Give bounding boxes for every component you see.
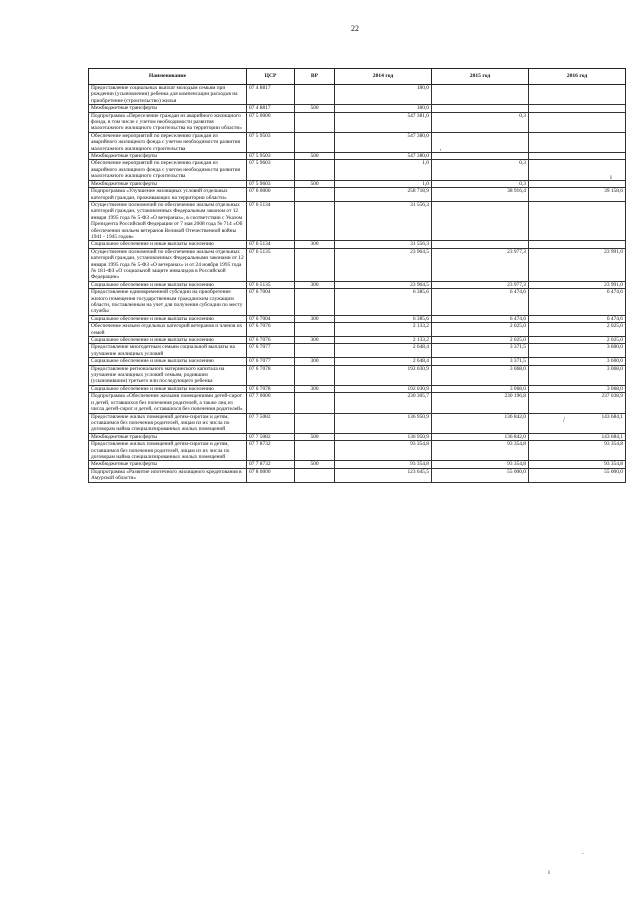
cell-vr: 300 <box>295 241 335 248</box>
cell-name: Предоставление социальных выплат молодым семьям при рождении (усыновлении) ребенка для компенсации расходов на приобретение (строительство) жилья <box>89 85 247 105</box>
cell-2016: 23 991,0 <box>529 281 626 288</box>
cell-2014: 1,0 <box>335 160 432 180</box>
cell-2014: 136 950,9 <box>335 433 432 440</box>
cell-vr <box>295 413 335 433</box>
cell-2016 <box>529 201 626 240</box>
table-row <box>89 315 626 322</box>
cell-name: Межбюджетные трансферты <box>89 461 247 468</box>
table-row <box>89 441 626 461</box>
page-number: 22 <box>351 24 359 33</box>
cell-2014: 1,0 <box>335 180 432 187</box>
cell-name: Предоставление многодетным семьям социальной выплаты на улучшение жилищных условий <box>89 344 247 358</box>
cell-2016 <box>529 112 626 132</box>
cell-vr <box>295 365 335 385</box>
table-row <box>89 468 626 482</box>
cell-name: Осуществление полномочий по обеспечению жильем отдельных категорий граждан, установленных Федеральным законом от 12 января 1995 года № 5-ФЗ «О ветеранах», в соответствии с Указом Президента Российской Федерации от 7 мая 2008 года № 714 «Об обеспечении жильем ветеранов Великой Отечественной войны 1941 - 1945 годов» <box>89 201 247 240</box>
cell-2015: 3 068,0 <box>432 385 529 392</box>
cell-csr: 07 6 5134 <box>247 241 295 248</box>
cell-2014: 136 950,9 <box>335 413 432 433</box>
cell-name: Социальное обеспечение и иные выплаты населению <box>89 281 247 288</box>
table-row <box>89 393 626 413</box>
header-vr: ВР <box>295 69 335 85</box>
cell-csr: 07 6 5135 <box>247 248 295 281</box>
cell-2016 <box>529 241 626 248</box>
cell-2016: 55 000,0 <box>529 468 626 482</box>
cell-2014: 192 030,9 <box>335 385 432 392</box>
table-row <box>89 461 626 468</box>
table-row <box>89 105 626 112</box>
table-row <box>89 112 626 132</box>
cell-2014: 547 380,0 <box>335 153 432 160</box>
cell-2014: 31 556,3 <box>335 201 432 240</box>
cell-2016: 3 600,0 <box>529 358 626 365</box>
cell-2015 <box>432 85 529 105</box>
cell-name: Межбюджетные трансферты <box>89 433 247 440</box>
cell-2014: 93 354,8 <box>335 441 432 461</box>
cell-csr: 07 5 9503 <box>247 153 295 160</box>
cell-vr: 300 <box>295 358 335 365</box>
table-row <box>89 289 626 316</box>
table-row <box>89 180 626 187</box>
cell-csr: 07 5 0000 <box>247 112 295 132</box>
cell-2016 <box>529 153 626 160</box>
cell-2015: 0,3 <box>432 112 529 132</box>
cell-vr <box>295 393 335 413</box>
cell-csr: 07 4 8817 <box>247 105 295 112</box>
header-2016: 2016 год <box>529 69 626 85</box>
cell-2016: 39 158,6 <box>529 188 626 202</box>
cell-name: Обеспечение мероприятий по переселению граждан из аварийного жилищного фонда с учетом необходимости развития малоэтажного жилищного строительства <box>89 132 247 152</box>
table-row <box>89 365 626 385</box>
cell-vr <box>295 248 335 281</box>
table-row <box>89 344 626 358</box>
cell-2014: 123 645,5 <box>335 468 432 482</box>
cell-vr <box>295 188 335 202</box>
cell-2014: 547 381,0 <box>335 112 432 132</box>
cell-2015 <box>432 201 529 240</box>
cell-vr <box>295 289 335 316</box>
cell-csr: 07 7 5082 <box>247 413 295 433</box>
cell-2014: 93 354,8 <box>335 461 432 468</box>
cell-vr <box>295 132 335 152</box>
stray-mark: ı <box>610 173 612 181</box>
cell-csr: 07 7 0000 <box>247 393 295 413</box>
cell-2015: 0,3 <box>432 160 529 180</box>
cell-2016: 93 354,8 <box>529 461 626 468</box>
cell-vr <box>295 323 335 337</box>
cell-2014: 2 648,4 <box>335 344 432 358</box>
cell-name: Обеспечение мероприятий по переселению граждан из аварийного жилищного фонда с учетом необходимости развития малоэтажного жилищного строительства <box>89 160 247 180</box>
cell-csr: 07 6 7077 <box>247 344 295 358</box>
cell-2014: 2 133,2 <box>335 337 432 344</box>
cell-vr <box>295 112 335 132</box>
cell-name: Предоставление единовременной субсидии на приобретение жилого помещения государственным гражданским служащим области, поставленным на учет для получения субсидии по месту службы <box>89 289 247 316</box>
cell-2014: 6 385,6 <box>335 315 432 322</box>
table-body <box>89 85 626 483</box>
cell-2014: 180,0 <box>335 85 432 105</box>
cell-vr <box>295 85 335 105</box>
cell-name: Межбюджетные трансферты <box>89 105 247 112</box>
cell-2016: 2 025,0 <box>529 323 626 337</box>
cell-name: Социальное обеспечение и иные выплаты населению <box>89 337 247 344</box>
cell-vr: 500 <box>295 461 335 468</box>
cell-2016: 237 038,9 <box>529 393 626 413</box>
cell-csr: 07 6 0000 <box>247 188 295 202</box>
cell-2014: 2 648,4 <box>335 358 432 365</box>
cell-2016: 2 025,0 <box>529 337 626 344</box>
cell-csr: 07 6 5135 <box>247 281 295 288</box>
cell-2014: 6 385,6 <box>335 289 432 316</box>
cell-csr: 07 5 9603 <box>247 160 295 180</box>
cell-2014: 23 964,5 <box>335 248 432 281</box>
cell-2016 <box>529 105 626 112</box>
cell-csr: 07 6 5134 <box>247 201 295 240</box>
cell-2015: 2 025,0 <box>432 337 529 344</box>
cell-name: Предоставление жилых помещений детям-сиротам и детям, оставшимся без попечения родителей, лицам из их числа по договорам найма специализированных жилых помещений <box>89 441 247 461</box>
cell-name: Обеспечение жильем отдельных категорий ветеранов и членов их семей <box>89 323 247 337</box>
cell-2015: 38 916,4 <box>432 188 529 202</box>
table-row <box>89 132 626 152</box>
table-row <box>89 241 626 248</box>
stray-mark: ' <box>440 148 442 156</box>
cell-vr <box>295 201 335 240</box>
cell-name: Подпрограмма «Развитие ипотечного жилищного кредитования в Амурской области» <box>89 468 247 482</box>
header-csr: ЦСР <box>247 69 295 85</box>
cell-csr: 07 5 9603 <box>247 180 295 187</box>
cell-csr: 07 7 8732 <box>247 441 295 461</box>
cell-csr: 07 7 8732 <box>247 461 295 468</box>
stray-mark: / <box>563 416 565 424</box>
cell-name: Осуществление полномочий по обеспечению жильем отдельных категорий граждан, установленных Федеральными законами от 12 января 1995 года № 5-ФЗ «О ветеранах» и от 24 ноября 1995 года № 181-ФЗ «О социальной защите инвалидов в Российской Федерации» <box>89 248 247 281</box>
cell-vr <box>295 160 335 180</box>
cell-csr: 07 5 9503 <box>247 132 295 152</box>
cell-2016: 6 474,6 <box>529 315 626 322</box>
cell-vr: 500 <box>295 433 335 440</box>
cell-vr: 300 <box>295 281 335 288</box>
cell-name: Межбюджетные трансферты <box>89 153 247 160</box>
cell-vr: 300 <box>295 315 335 322</box>
cell-csr: 07 6 7076 <box>247 323 295 337</box>
stray-mark: . <box>582 848 584 856</box>
cell-csr: 07 6 7078 <box>247 365 295 385</box>
cell-2016: 23 991,0 <box>529 248 626 281</box>
cell-vr <box>295 468 335 482</box>
cell-2016: 3 600,0 <box>529 344 626 358</box>
cell-name: Социальное обеспечение и иные выплаты населению <box>89 241 247 248</box>
cell-2015 <box>432 241 529 248</box>
cell-2016: 93 354,8 <box>529 441 626 461</box>
cell-name: Подпрограмма «Улучшение жилищных условий отдельных категорий граждан, проживающих на территории области» <box>89 188 247 202</box>
cell-2014: 258 718,9 <box>335 188 432 202</box>
cell-2016: 3 068,0 <box>529 365 626 385</box>
cell-csr: 07 6 7004 <box>247 289 295 316</box>
cell-2015: 230 196,8 <box>432 393 529 413</box>
cell-2016 <box>529 132 626 152</box>
table-header-row <box>89 69 626 85</box>
table-row <box>89 201 626 240</box>
cell-2014: 180,0 <box>335 105 432 112</box>
cell-2015: 93 354,8 <box>432 441 529 461</box>
cell-2014: 192 030,9 <box>335 365 432 385</box>
cell-csr: 07 4 8817 <box>247 85 295 105</box>
cell-2015 <box>432 105 529 112</box>
table-row <box>89 188 626 202</box>
cell-vr: 500 <box>295 153 335 160</box>
cell-vr <box>295 344 335 358</box>
cell-name: Социальное обеспечение и иные выплаты населению <box>89 358 247 365</box>
table-row <box>89 85 626 105</box>
cell-vr: 500 <box>295 105 335 112</box>
cell-2015: 23 977,3 <box>432 248 529 281</box>
stray-mark: ı <box>548 868 550 876</box>
cell-2014: 2 133,2 <box>335 323 432 337</box>
cell-2015: 136 842,0 <box>432 433 529 440</box>
cell-vr: 300 <box>295 385 335 392</box>
cell-2015: 3 068,0 <box>432 365 529 385</box>
table-row <box>89 358 626 365</box>
cell-2015: 55 000,0 <box>432 468 529 482</box>
table-row <box>89 323 626 337</box>
cell-2015: 3 371,5 <box>432 358 529 365</box>
table-row <box>89 413 626 433</box>
cell-name: Социальное обеспечение и иные выплаты населению <box>89 315 247 322</box>
header-2015: 2015 год <box>432 69 529 85</box>
table-row <box>89 337 626 344</box>
table-row <box>89 385 626 392</box>
cell-2016: 143 684,1 <box>529 413 626 433</box>
cell-2016 <box>529 180 626 187</box>
cell-2014: 547 380,0 <box>335 132 432 152</box>
cell-2015: 2 025,0 <box>432 323 529 337</box>
header-2014: 2014 год <box>335 69 432 85</box>
cell-2015: 0,3 <box>432 180 529 187</box>
cell-2016 <box>529 85 626 105</box>
cell-2014: 230 305,7 <box>335 393 432 413</box>
cell-name: Подпрограмма «Обеспечение жилыми помещениями детей-сирот и детей, оставшихся без попечения родителей, а также лиц из числа детей-сирот и детей, оставшихся без попечения родителей» <box>89 393 247 413</box>
cell-name: Предоставление регионального материнского капитала на улучшение жилищных условий семьям, родившим (усыновившим) третьего или последующего ребенка <box>89 365 247 385</box>
cell-2016: 143 684,1 <box>529 433 626 440</box>
cell-2014: 23 964,5 <box>335 281 432 288</box>
cell-name: Социальное обеспечение и иные выплаты населению <box>89 385 247 392</box>
cell-2016: 6 474,6 <box>529 289 626 316</box>
cell-2015: 6 474,6 <box>432 289 529 316</box>
cell-name: Межбюджетные трансферты <box>89 180 247 187</box>
cell-vr <box>295 441 335 461</box>
cell-csr: 07 7 5082 <box>247 433 295 440</box>
cell-2015: 6 474,6 <box>432 315 529 322</box>
cell-2016: 3 068,0 <box>529 385 626 392</box>
header-name: Наименование <box>89 69 247 85</box>
budget-table <box>88 68 626 483</box>
cell-2014: 31 556,3 <box>335 241 432 248</box>
table-row <box>89 248 626 281</box>
cell-csr: 07 6 7077 <box>247 358 295 365</box>
cell-csr: 07 6 7076 <box>247 337 295 344</box>
table-row <box>89 153 626 160</box>
cell-2015: 136 842,0 <box>432 413 529 433</box>
cell-2015: 93 354,8 <box>432 461 529 468</box>
cell-vr: 300 <box>295 337 335 344</box>
cell-csr: 07 8 0000 <box>247 468 295 482</box>
cell-name: Подпрограмма «Переселение граждан из аварийного жилищного фонда, в том числе с учетом необходимости развития малоэтажного жилищного строительства на территории области» <box>89 112 247 132</box>
table-row <box>89 160 626 180</box>
cell-2015: 23 977,3 <box>432 281 529 288</box>
table-row <box>89 281 626 288</box>
cell-2015 <box>432 153 529 160</box>
cell-2015 <box>432 132 529 152</box>
cell-csr: 07 6 7004 <box>247 315 295 322</box>
cell-2015: 3 371,5 <box>432 344 529 358</box>
cell-csr: 07 6 7078 <box>247 385 295 392</box>
cell-vr: 500 <box>295 180 335 187</box>
table-row <box>89 433 626 440</box>
cell-name: Предоставление жилых помещений детям-сиротам и детям, оставшимся без попечения родителей, лицам из их числа по договорам найма специализированных жилых помещений <box>89 413 247 433</box>
